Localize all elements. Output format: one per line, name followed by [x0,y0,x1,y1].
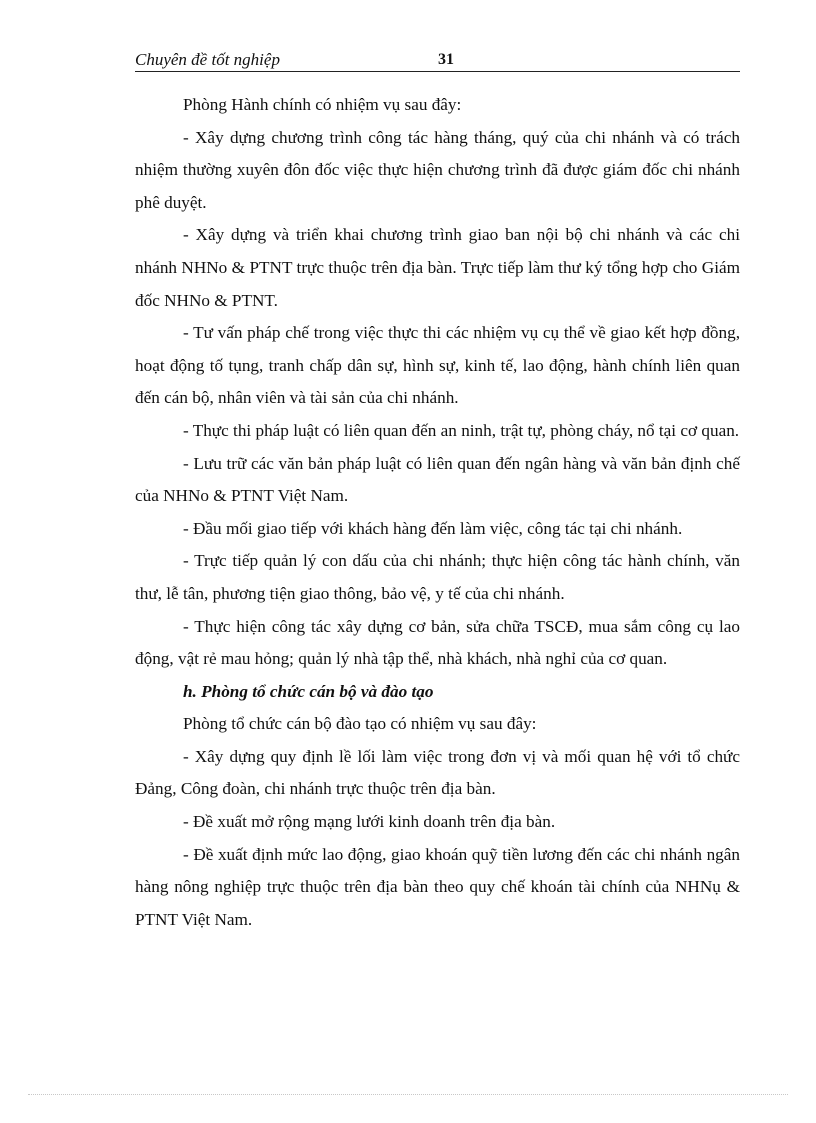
paragraph-item: - Thực thi pháp luật có liên quan đến an ninh, trật tự, phòng cháy, nổ tại cơ quan. [183,420,740,440]
section-heading: h. Phòng tổ chức cán bộ và đào tạo [183,681,434,701]
paragraph-item: - Đề xuất định mức lao động, giao khoán quỹ tiền lương đến các chi nhánh ngân hàng nông nghiệp trực thuộc trên địa bàn theo quy chế khoán tài chính của NHNụ & PTNT Việt Nam. [135,844,740,929]
paragraph-item: - Đề xuất mở rộng mạng lưới kinh doanh trên địa bàn. [183,812,556,832]
document-body [135,89,740,936]
paragraph-item: - Đầu mối giao tiếp với khách hàng đến làm việc, công tác tại chi nhánh. [183,518,683,538]
paragraph-item: - Tư vấn pháp chế trong việc thực thi các nhiệm vụ cụ thể về giao kết hợp đồng, hoạt động tố tụng, tranh chấp dân sự, hình sự, kinh tế, lao động, hành chính liên quan đến cán bộ, nhân viên và tài sản của chi nhánh. [135,323,740,408]
paragraph-item: - Thực hiện công tác xây dựng cơ bản, sửa chữa TSCĐ, mua sắm công cụ lao động, vật rẻ mau hỏng; quản lý nhà tập thể, nhà khách, nhà nghỉ của cơ quan. [135,616,740,669]
paragraph-item: - Xây dựng chương trình công tác hàng tháng, quý của chi nhánh và có trách nhiệm thường xuyên đôn đốc việc thực hiện chương trình đã được giám đốc chi nhánh phê duyệt. [135,127,740,212]
paragraph-item: - Trực tiếp quản lý con dấu của chi nhánh; thực hiện công tác hành chính, văn thư, lễ tân, phương tiện giao thông, bảo vệ, y tế của chi nhánh. [135,551,740,603]
page-header [135,49,740,72]
document-title: Chuyên đề tốt nghiệp [135,50,280,69]
page-number: 31 [438,51,454,68]
paragraph-item: - Xây dựng và triển khai chương trình giao ban nội bộ chi nhánh và các chi nhánh NHNo & PTNT trực thuộc trên địa bàn. Trực tiếp làm thư ký tổng hợp cho Giám đốc NHNo & PTNT. [135,225,740,310]
paragraph-item: - Lưu trữ các văn bản pháp luật có liên quan đến ngân hàng và văn bản định chế của NHNo & PTNT Việt Nam. [135,453,740,506]
page-bottom-divider [28,1094,788,1095]
paragraph-item: - Xây dựng quy định lề lối làm việc trong đơn vị và mối quan hệ với tổ chức Đảng, Công đoàn, chi nhánh trực thuộc trên địa bàn. [135,746,740,799]
paragraph-intro: Phòng tổ chức cán bộ đào tạo có nhiệm vụ sau đây: [183,714,537,734]
paragraph-intro: Phòng Hành chính có nhiệm vụ sau đây: [183,95,462,114]
